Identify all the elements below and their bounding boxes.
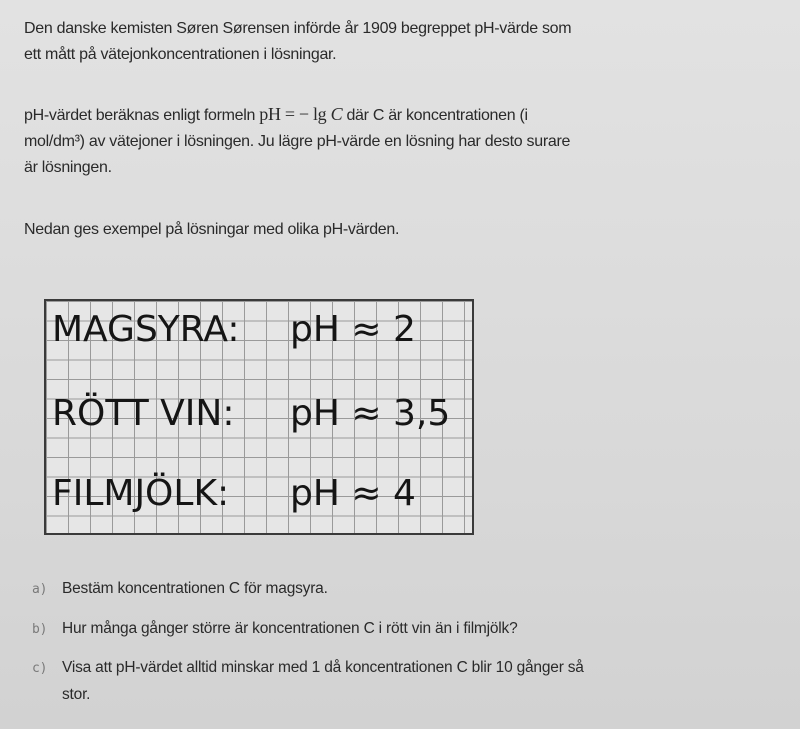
question-c (32, 655, 752, 708)
intro-paragraph (24, 16, 764, 68)
ph-formula (259, 104, 342, 124)
solution-name: RÖTT VIN: (52, 393, 235, 434)
question-text: Visa att pH-värdet alltid minskar med 1 då koncentrationen C blir 10 gånger så (62, 659, 584, 676)
intro-line-2: ett mått på vätejonkoncentrationen i lösningar. (24, 46, 337, 63)
question-label: c) (32, 661, 48, 676)
formula-paragraph (24, 101, 764, 181)
question-text: Hur många gånger större är koncentrationen C i rött vin än i filmjölk? (62, 620, 518, 637)
solution-ph: pH ≈ 2 (290, 309, 416, 350)
formula-lhs: pH = − lg (259, 104, 331, 124)
question-text: Bestäm koncentrationen C för magsyra. (62, 580, 328, 597)
examples-intro: Nedan ges exempel på lösningar med olika pH-värden. (24, 221, 400, 238)
solution-name: MAGSYRA: (52, 309, 240, 350)
question-label: a) (32, 582, 48, 597)
formula-suffix: där C är koncentrationen (i (342, 107, 528, 124)
solution-name: FILMJÖLK: (52, 473, 230, 514)
formula-line-1 (24, 101, 764, 129)
intro-line-1: Den danske kemisten Søren Sørensen införde år 1909 begreppet pH-värde som (24, 20, 572, 37)
question-b (32, 616, 752, 643)
solution-ph: pH ≈ 4 (290, 473, 416, 514)
formula-variable: C (330, 104, 343, 124)
solution-ph: pH ≈ 3,5 (290, 393, 451, 434)
question-label: b) (32, 622, 48, 637)
formula-line-3: är lösningen. (24, 159, 112, 176)
formula-prefix: pH-värdet beräknas enligt formeln (24, 107, 260, 124)
formula-line-2: mol/dm³) av vätejoner i lösningen. Ju lägre pH-värde en lösning har desto surare (24, 133, 571, 150)
question-text-continued: stor. (62, 686, 91, 703)
question-a (32, 576, 752, 603)
ph-examples-grid (44, 299, 474, 535)
